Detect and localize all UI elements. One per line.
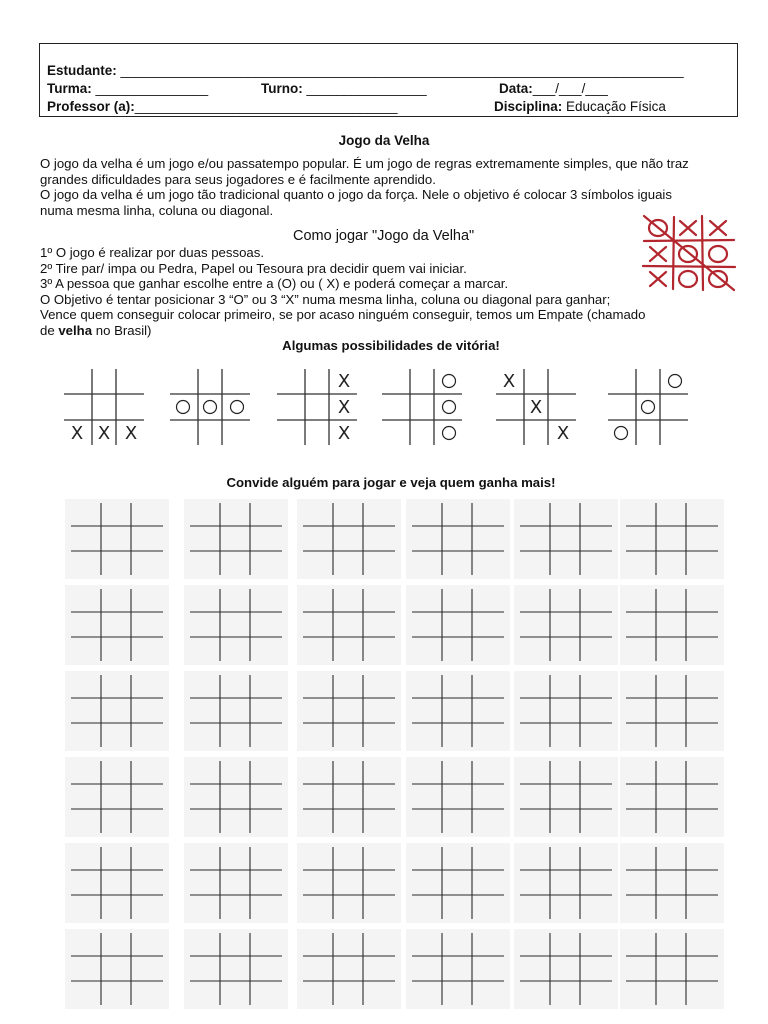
board-background	[406, 499, 510, 579]
board-background	[65, 499, 169, 579]
example-board	[62, 367, 146, 447]
board-background	[65, 585, 169, 665]
blank-board[interactable]	[65, 671, 169, 751]
teacher-field[interactable]: ___________________________________	[134, 99, 398, 114]
board-background	[297, 585, 401, 665]
invite-text: Convide alguém para jogar e veja quem ganha mais!	[226, 475, 556, 490]
blank-board[interactable]	[184, 671, 288, 751]
blank-board[interactable]	[514, 585, 618, 665]
intro-line: O jogo da velha é um jogo tão tradicional quanto o jogo da força. Nele o objetivo é colocar 3 símbolos iguais	[40, 187, 672, 203]
intro-paragraph	[40, 156, 730, 218]
rule-line: 3º A pessoa que ganhar escolhe entre a (O) ou ( X) e poderá começar a marcar.	[40, 276, 509, 292]
board-background	[65, 929, 169, 1009]
blank-board[interactable]	[620, 499, 724, 579]
o-mark	[443, 427, 456, 440]
intro-line: grandes dificuldades para seus jogadores e é facilmente aprendido.	[40, 171, 436, 187]
board-background	[184, 671, 288, 751]
board-background	[406, 585, 510, 665]
blank-board[interactable]	[514, 929, 618, 1009]
o-mark	[642, 401, 655, 414]
o-mark	[231, 401, 244, 414]
blank-board[interactable]	[406, 585, 510, 665]
board-background	[297, 929, 401, 1009]
page-title: Jogo da Velha	[338, 133, 430, 148]
x-mark: X	[97, 423, 111, 444]
x-mark: X	[502, 371, 516, 392]
x-mark: X	[70, 423, 84, 444]
rule-bold-word: velha	[58, 322, 93, 338]
blank-board[interactable]	[65, 843, 169, 923]
x-mark: X	[337, 423, 351, 444]
board-background	[297, 843, 401, 923]
example-board	[380, 367, 464, 447]
board-background	[620, 585, 724, 665]
blank-board[interactable]	[184, 757, 288, 837]
o-mark	[443, 375, 456, 388]
o-mark	[443, 401, 456, 414]
board-background	[514, 929, 618, 1009]
o-mark	[615, 427, 628, 440]
x-mark: X	[124, 423, 138, 444]
shift-field[interactable]: ________________	[306, 81, 427, 96]
rule-line: Vence quem conseguir colocar primeiro, se por acaso ninguém conseguir, temos um Empate (chamado	[40, 307, 646, 323]
blank-board[interactable]	[514, 843, 618, 923]
x-mark: X	[337, 371, 351, 392]
blank-board[interactable]	[297, 585, 401, 665]
x-mark: X	[529, 397, 543, 418]
x-mark	[710, 221, 726, 235]
board-background	[620, 671, 724, 751]
board-background	[514, 499, 618, 579]
example-board	[275, 367, 359, 447]
board-background	[514, 757, 618, 837]
board-background	[65, 671, 169, 751]
board-background	[297, 671, 401, 751]
blank-board[interactable]	[65, 499, 169, 579]
class-field[interactable]: _______________	[95, 81, 209, 96]
x-mark: X	[556, 423, 570, 444]
board-background	[184, 757, 288, 837]
blank-board[interactable]	[514, 499, 618, 579]
intro-line: numa mesma linha, coluna ou diagonal.	[40, 202, 274, 218]
o-mark	[177, 401, 190, 414]
blank-board[interactable]	[65, 757, 169, 837]
blank-board[interactable]	[620, 671, 724, 751]
date-label: Data:	[499, 81, 533, 96]
rules-list	[40, 245, 730, 339]
grid-line	[643, 266, 735, 267]
date-field[interactable]: ___/___/___	[532, 81, 608, 96]
o-mark	[669, 375, 682, 388]
class-row	[47, 81, 208, 96]
blank-board[interactable]	[297, 843, 401, 923]
rule-text: de	[40, 322, 59, 338]
blank-board[interactable]	[65, 585, 169, 665]
rule-line	[40, 323, 730, 339]
board-background	[406, 929, 510, 1009]
x-mark	[680, 221, 696, 235]
o-mark	[679, 271, 697, 287]
subject-value: Educação Física	[566, 99, 666, 114]
o-mark	[204, 401, 217, 414]
blank-board[interactable]	[406, 499, 510, 579]
board-background	[406, 671, 510, 751]
tic-tac-toe-illustration	[640, 213, 738, 293]
shift-label: Turno:	[261, 81, 303, 96]
student-row	[47, 63, 684, 78]
board-background	[620, 843, 724, 923]
board-background	[620, 929, 724, 1009]
blank-board[interactable]	[297, 929, 401, 1009]
blank-board[interactable]	[406, 671, 510, 751]
blank-board[interactable]	[297, 671, 401, 751]
o-mark	[709, 271, 727, 287]
date-row	[499, 81, 608, 96]
class-label: Turma:	[47, 81, 92, 96]
board-background	[620, 757, 724, 837]
board-background	[297, 499, 401, 579]
shift-row	[261, 81, 427, 96]
student-field[interactable]: ___________________________________________________________________________	[120, 63, 684, 78]
board-background	[184, 585, 288, 665]
board-background	[406, 843, 510, 923]
blank-board[interactable]	[184, 499, 288, 579]
blank-board[interactable]	[297, 757, 401, 837]
blank-board[interactable]	[406, 843, 510, 923]
how-to-title: Como jogar "Jogo da Velha"	[293, 228, 475, 244]
blank-board[interactable]	[620, 757, 724, 837]
rule-line: O Objetivo é tentar posicionar 3 “O” ou 3 “X” numa mesma linha, coluna ou diagonal para ganhar;	[40, 291, 611, 307]
subject-row	[494, 99, 666, 114]
blank-board[interactable]	[620, 585, 724, 665]
rule-text: no Brasil)	[92, 322, 152, 338]
x-mark	[650, 247, 666, 261]
possibilities-title: Algumas possibilidades de vitória!	[282, 338, 500, 353]
blank-board[interactable]	[297, 499, 401, 579]
grid-line	[702, 216, 703, 290]
board-background	[514, 585, 618, 665]
board-background	[297, 757, 401, 837]
teacher-label: Professor (a):	[47, 99, 135, 114]
x-mark	[650, 272, 666, 286]
blank-board[interactable]	[514, 757, 618, 837]
example-board	[494, 367, 578, 447]
blank-board[interactable]	[514, 671, 618, 751]
rule-line: 1º O jogo é realizar por duas pessoas.	[40, 245, 265, 260]
board-background	[184, 499, 288, 579]
blank-board[interactable]	[406, 757, 510, 837]
o-mark	[709, 246, 727, 262]
example-board	[606, 367, 690, 447]
intro-line: O jogo da velha é um jogo e/ou passatempo popular. É um jogo de regras extremamente simples, que não traz	[40, 156, 689, 171]
rule-line: 2º Tire par/ impa ou Pedra, Papel ou Tesoura pra decidir quem vai iniciar.	[40, 260, 467, 276]
blank-board[interactable]	[184, 843, 288, 923]
blank-board[interactable]	[65, 929, 169, 1009]
teacher-row	[47, 99, 398, 114]
example-board	[168, 367, 252, 447]
x-mark: X	[337, 397, 351, 418]
grid-line	[644, 240, 734, 241]
board-background	[184, 843, 288, 923]
blank-board[interactable]	[184, 929, 288, 1009]
blank-board[interactable]	[620, 929, 724, 1009]
subject-label: Disciplina:	[494, 99, 563, 114]
blank-board[interactable]	[620, 843, 724, 923]
board-background	[514, 671, 618, 751]
board-background	[406, 757, 510, 837]
student-label: Estudante:	[47, 63, 117, 78]
board-background	[514, 843, 618, 923]
board-background	[620, 499, 724, 579]
board-background	[65, 843, 169, 923]
board-background	[184, 929, 288, 1009]
board-background	[65, 757, 169, 837]
blank-board[interactable]	[184, 585, 288, 665]
grid-line	[673, 217, 674, 289]
blank-board[interactable]	[406, 929, 510, 1009]
